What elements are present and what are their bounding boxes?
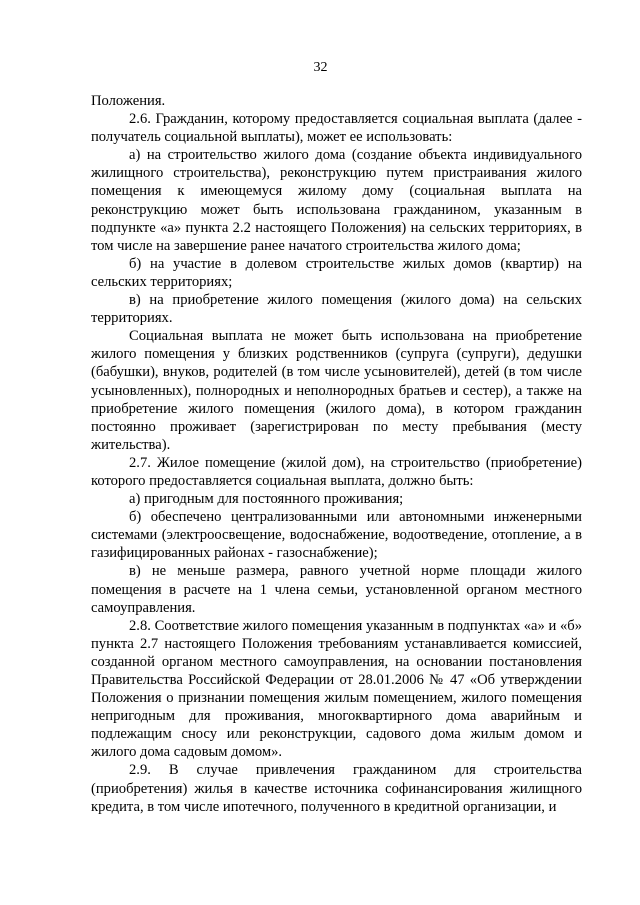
paragraph-2-8: 2.8. Соответствие жилого помещения указанным в подпунктах «а» и «б» пункта 2.7 настоящего Положения требованиям устанавливается комиссией, созданной органом местного самоуправления, на основании постановления Правительства Российской Федерации от 28.01.2006 № 47 «Об утверждении Положения о признании помещения жилым помещением, жилого помещения непригодным для проживания, многоквартирного дома аварийным и подлежащим сносу или реконструкции, садового дома жилым домом и жилого дома садовым домом». bbox=[91, 617, 582, 761]
document-body bbox=[91, 92, 582, 816]
page-number: 32 bbox=[313, 60, 328, 75]
paragraph-2-6: 2.6. Гражданин, которому предоставляется социальная выплата (далее - получатель социальной выплаты), может ее использовать: bbox=[91, 111, 582, 146]
paragraph-continuation: Положения. bbox=[91, 93, 166, 109]
paragraph-2-7-a: а) пригодным для постоянного проживания; bbox=[129, 491, 404, 508]
paragraph-2-6-v: в) на приобретение жилого помещения (жилого дома) на сельских территориях. bbox=[91, 292, 582, 327]
paragraph-restriction: Социальная выплата не может быть использована на приобретение жилого помещения у близких родственников (супруга (супруги), дедушки (бабушки), внуков, родителей (в том числе усыновителей), детей (в том числе усыновленных), полнородных и неполнородных братьев и сестер), а также на приобретение жилого помещения (жилого дома), в котором гражданин постоянно проживает (зарегистрирован по месту пребывания (месту жительства). bbox=[91, 328, 582, 453]
paragraph-2-6-a: а) на строительство жилого дома (создание объекта индивидуального жилищного строительства), реконструкцию путем пристраивания жилого помещения к имеющемуся жилому дому (социальная выплата на реконструкцию может быть использована гражданином, указанным в подпункте «а» пункта 2.2 настоящего Положения) на сельских территориях, в том числе на завершение ранее начатого строительства жилого дома; bbox=[91, 147, 582, 254]
paragraph-2-6-b: б) на участие в долевом строительстве жилых домов (квартир) на сельских территориях; bbox=[91, 255, 582, 290]
paragraph-2-9: 2.9. В случае привлечения гражданином для строительства (приобретения) жилья в качестве источника софинансирования жилищного кредита, в том числе ипотечного, полученного в кредитной организации, и bbox=[91, 762, 582, 815]
paragraph-2-7-b: б) обеспечено централизованными или автономными инженерными системами (электроосвещение, водоснабжение, водоотведение, отопление, а в газифицированных районах - газоснабжение); bbox=[91, 509, 582, 562]
paragraph-2-7: 2.7. Жилое помещение (жилой дом), на строительство (приобретение) которого предоставляется социальная выплата, должно быть: bbox=[91, 454, 582, 489]
paragraph-2-7-v: в) не меньше размера, равного учетной норме площади жилого помещения в расчете на 1 члена семьи, установленной органом местного самоуправления. bbox=[91, 563, 582, 616]
